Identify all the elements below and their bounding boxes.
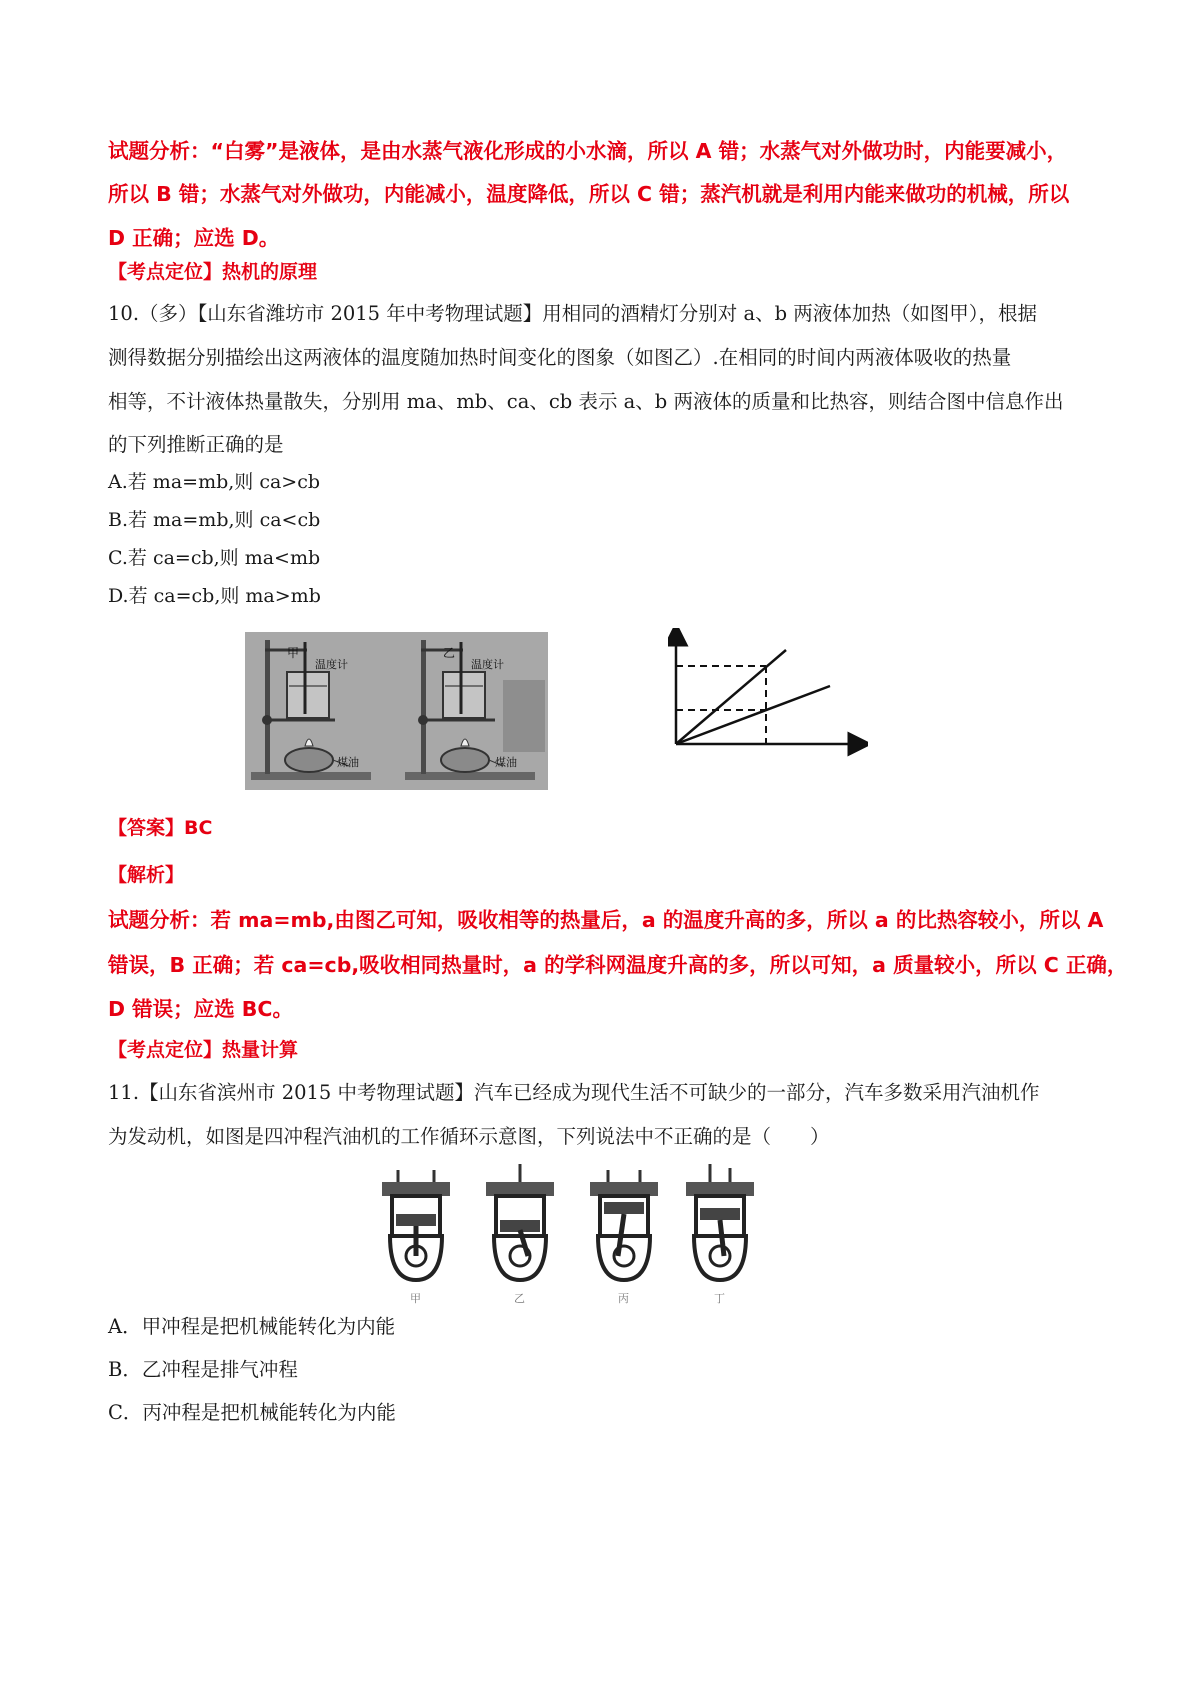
q10-jiexi [108,862,184,888]
q11-option-a: A．甲冲程是把机械能转化为内能 [108,1315,396,1338]
answer-text: BC [184,817,213,839]
label-thermometer-2: 温度计 [471,658,504,671]
kaodian-text: 热机的原理 [222,261,318,283]
q10-option-b: B.若 ma=mb,则 ca<cb [108,509,321,531]
stroke-label-yi: 乙 [514,1292,525,1305]
q10-option-a: A.若 ma=mb,则 ca>cb [108,471,321,493]
label-thermometer-1: 温度计 [315,658,348,671]
q10-analysis-line-3: D 错误；应选 BC。 [108,997,293,1021]
engine-strokes-drawing [376,1158,756,1290]
q10-stem-line-2: 测得数据分别描绘出这两液体的温度随加热时间变化的图象（如图乙）.在相同的时间内两液体吸收的热量 [108,346,1012,369]
q9-analysis-line-3: D 正确；应选 D。 [108,226,280,250]
stroke-label-ding: 丁 [714,1292,725,1305]
label-yi: 乙 [443,646,456,660]
line-a [676,650,786,744]
q10-option-d: D.若 ca=cb,则 ma>mb [108,585,321,607]
label-lamp-2: 煤油 [495,756,517,769]
label-jia: 甲 [287,646,300,660]
q11-option-b: B．乙冲程是排气冲程 [108,1358,298,1381]
kaodian-label: 【考点定位】 [108,1039,223,1061]
q10-analysis-line-2: 错误，B 正确；若 ca=cb,吸收相同热量时，a 的学科网温度升高的多，所以可知，a 质量较小，所以 C 正确， [108,953,1128,977]
figure-engine-strokes [376,1158,756,1308]
q10-option-c: C.若 ca=cb,则 ma<mb [108,547,321,569]
q11-stem-line-1: 11.【山东省滨州市 2015 中考物理试题】汽车已经成为现代生活不可缺少的一部分，汽车多数采用汽油机作 [108,1081,1040,1104]
temperature-time-graph [668,628,868,778]
line-b [676,686,830,744]
q10-answer [108,815,212,841]
q11-option-c: C．丙冲程是把机械能转化为内能 [108,1401,396,1424]
stroke-jia [382,1170,450,1280]
q11-stem-line-2: 为发动机，如图是四冲程汽油机的工作循环示意图，下列说法中不正确的是（ ） [108,1125,830,1148]
stroke-label-jia: 甲 [410,1292,421,1305]
q9-analysis-line-2: 所以 B 错；水蒸气对外做功，内能减小，温度降低，所以 C 错；蒸汽机就是利用内能来做功的机械，所以 [108,182,1070,206]
q10-stem-line-3: 相等，不计液体热量散失，分别用 ma、mb、ca、cb 表示 a、b 两液体的质量和比热容，则结合图中信息作出 [108,390,1064,413]
stroke-yi [486,1164,554,1280]
figure-yi-graph [668,628,868,778]
stroke-bing [590,1170,658,1280]
figure-jia-apparatus [245,632,548,790]
label-lamp-1: 煤油 [337,756,359,769]
q9-kaodian [108,259,317,285]
q10-stem-line-4: 的下列推断正确的是 [108,433,284,456]
kaodian-label: 【考点定位】 [108,261,223,283]
q10-analysis-line-1: 试题分析：若 ma=mb,由图乙可知，吸收相等的热量后，a 的温度升高的多，所以 a 的比热容较小，所以 A [108,908,1104,932]
kaodian-text: 热量计算 [222,1039,299,1061]
jiexi-label: 【解析】 [108,864,185,886]
q9-analysis-line-1: 试题分析：“白雾”是液体，是由水蒸气液化形成的小水滴，所以 A 错；水蒸气对外做功时，内能要减小， [108,139,1068,163]
q10-stem-line-1: 10.（多）【山东省潍坊市 2015 年中考物理试题】用相同的酒精灯分别对 a、b 两液体加热（如图甲），根据 [108,302,1038,325]
stroke-ding [686,1164,754,1280]
q10-kaodian [108,1037,298,1063]
stroke-label-bing: 丙 [618,1292,629,1305]
answer-label: 【答案】 [108,817,185,839]
